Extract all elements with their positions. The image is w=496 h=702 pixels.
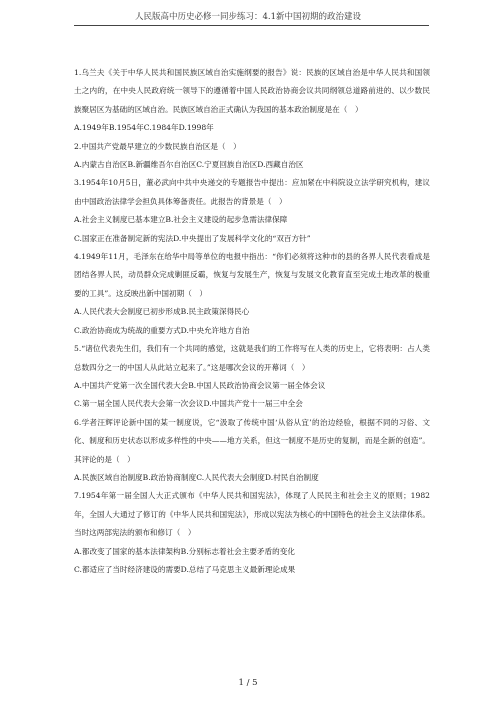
question-4-stem: 4.1949年11月，毛泽东在给华中局等单位的电报中指出：“你们必须将这种市的县的各界人民代表看成是团结各界人民，动员群众完成剿匪反霸，恢复与发展生产，恢复与发展文化教育直至完成土地改革的极重要的工具”。这反映出新中国初期（ ）	[74, 252, 430, 298]
question-3-stem: 3.1954年10月5日，董必武向中共中央递交的专题报告中提出：应加紧在中科院设立法学研究机构，建议由中国政治法律学会担负具体筹备责任。此报告的背景是（ ）	[74, 178, 430, 206]
question-3-options-cd: C.国家正在准备制定新的宪法D.中央提出了发展科学文化的“双百方针”	[74, 233, 311, 243]
question-5-options-ab: A.中国共产党第一次全国代表大会B.中国人民政治协商会议第一届全体会议	[74, 380, 326, 390]
header-divider	[74, 25, 429, 26]
question-7-stem: 7.1954年第一届全国人大正式颁布《中华人民共和国宪法》，体现了人民民主和社会主义的原则；1982年，全国人大通过了修订的《中华人民共和国宪法》，形成以宪法为核心的中国特色的社会主义法律体系。当时这两部宪法的颁布和修订（ ）	[74, 491, 430, 538]
question-5-stem: 5.“诸位代表先生们，我们有一个共同的感觉，这就是我们的工作将写在人类的历史上，它将表明：占人类总数四分之一的中国人从此站立起来了。”这是哪次会议的开幕词（ ）	[74, 344, 430, 372]
question-3-options-ab: A.社会主义制度已基本建立B.社会主义建设的起步急需法律保障	[74, 215, 288, 225]
question-4-options-ab: A.人民代表大会制度已初步形成B.民主政策深得民心	[74, 307, 250, 317]
question-1-options: A.1949年B.1954年C.1984年D.1998年	[74, 123, 214, 133]
question-1-stem: 1.乌兰夫《关于中华人民共和国民族区域自治实施纲要的报告》说：民族的区域自治是中华人民共和国领土之内的，在中央人民政府统一领导下的遵循着中国人民政治协商会议共同纲领总道路前进的、以少数民族聚居区为基础的区域自治。民族区域自治正式确认为我国的基本政治制度是在（ ）	[74, 68, 430, 114]
question-2-options: A.内蒙古自治区B.新疆维吾尔自治区C.宁夏回族自治区D.西藏自治区	[74, 160, 304, 170]
question-6-options: A.民族区域自治制度B.政治协商制度C.人民代表大会制度D.村民自治制度	[74, 472, 319, 482]
page-number: 1 / 5	[238, 678, 258, 688]
page-header: 人民版高中历史必修一同步练习：4.1新中国初期的政治建设	[134, 12, 362, 22]
question-7-options-ab: A.都改变了国家的基本法律架构B.分别标志着社会主要矛盾的变化	[74, 546, 295, 556]
question-4-options-cd: C.政治协商成为统战的重要方式D.中央允许地方自治	[74, 325, 250, 335]
question-6-stem: 6.学者汪辉评论新中国的某一制度说，它“汲取了传统中国‘从俗从宜’的治边经验，根据不同的习俗、文化、制度和历史状态以形成多样性的中央——地方关系，但这一制度不是历史的复制，而是全新的创造”。其评论的是（ ）	[74, 417, 430, 464]
question-7-options-cd: C.都适应了当时经济建设的需要D.总结了马克思主义最新理论成果	[74, 564, 296, 574]
question-5-options-cd: C.第一届全国人民代表大会第一次会议D.中国共产党十一届三中全会	[74, 399, 303, 409]
question-2-stem: 2.中国共产党最早建立的少数民族自治区是（ ）	[74, 141, 241, 151]
question-list	[74, 64, 430, 579]
